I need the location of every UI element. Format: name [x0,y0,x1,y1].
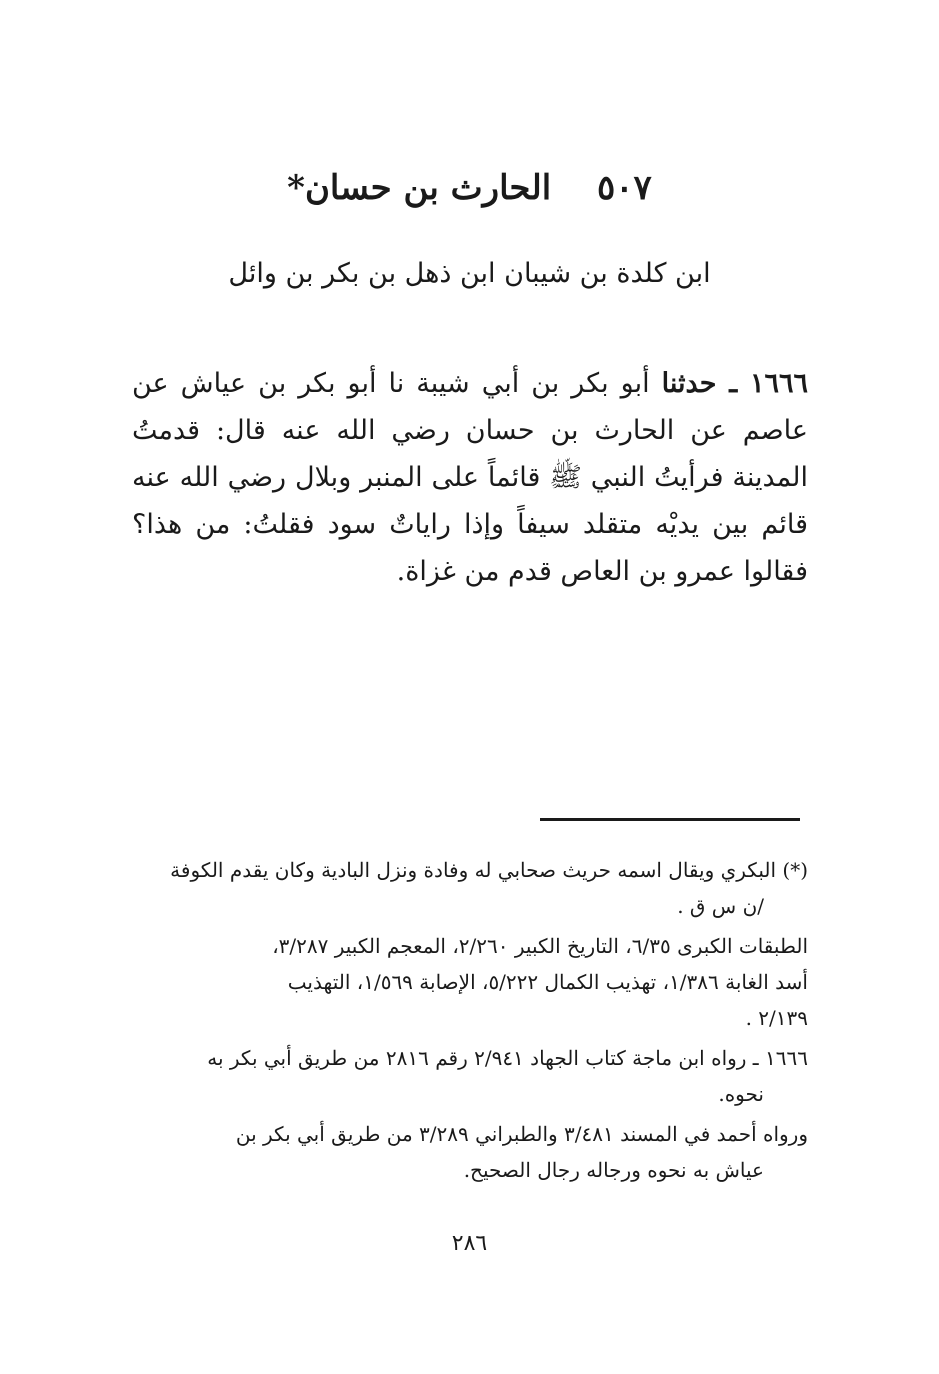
footnote-line: /ن س ق . [677,894,764,918]
hadith-lead: ١٦٦٦ ـ حدثنا [661,368,808,399]
entry-heading [0,160,939,216]
footnote-takhrij-ibn-majah [132,1040,808,1112]
footnote-takhrij-ahmad [132,1116,808,1188]
footnote-line: ١٦٦٦ ـ رواه ابن ماجة كتاب الجهاد ٢/٩٤١ رقم ٢٨١٦ من طريق أبي بكر به [207,1046,808,1070]
footnote-line: نحوه. [718,1082,764,1106]
footnote-line: أسد الغابة ١/٣٨٦، تهذيب الكمال ٥/٢٢٢، الإصابة ١/٥٦٩، التهذيب [287,970,808,994]
footnote-divider [540,818,800,821]
footnote-sources [132,928,808,1036]
hadith-body: أبو بكر بن أبي شيبة نا أبو بكر بن عياش عن عاصم عن الحارث بن حسان رضي الله عنه قال: قدمتُ المدينة فرأيتُ النبي ﷺ قائماً على المنبر وبلال رضي الله عنه قائم بين يديْه متقلد سيفاً وإذا راياتٌ سود فقلتُ: من هذا؟ فقالوا عمرو بن العاص قدم من غزاة. [132,368,808,587]
footnotes [132,852,808,1192]
entry-number: ٥٠٧ [597,168,652,208]
footnote-line: عياش به نحوه ورجاله رجال الصحيح. [463,1158,764,1182]
footnote-line: ورواه أحمد في المسند ٣/٤٨١ والطبراني ٣/٢٨٩ من طريق أبي بكر بن [235,1122,808,1146]
lineage-line: ابن كلدة بن شيبان ابن ذهل بن بكر بن وائل [228,258,711,289]
footnote-line: الطبقات الكبرى ٦/٣٥، التاريخ الكبير ٢/٢٦٠، المعجم الكبير ٣/٢٨٧، [272,934,808,958]
entry-name: الحارث بن حسان* [287,168,552,208]
footnote-biography [132,852,808,924]
footnote-line: (*) البكري ويقال اسمه حريث صحابي له وفادة ونزل البادية وكان يقدم الكوفة [170,858,808,882]
hadith-text [132,360,808,595]
footnote-line: ٢/١٣٩ . [745,1006,808,1030]
page-number: ٢٨٦ [451,1231,488,1256]
